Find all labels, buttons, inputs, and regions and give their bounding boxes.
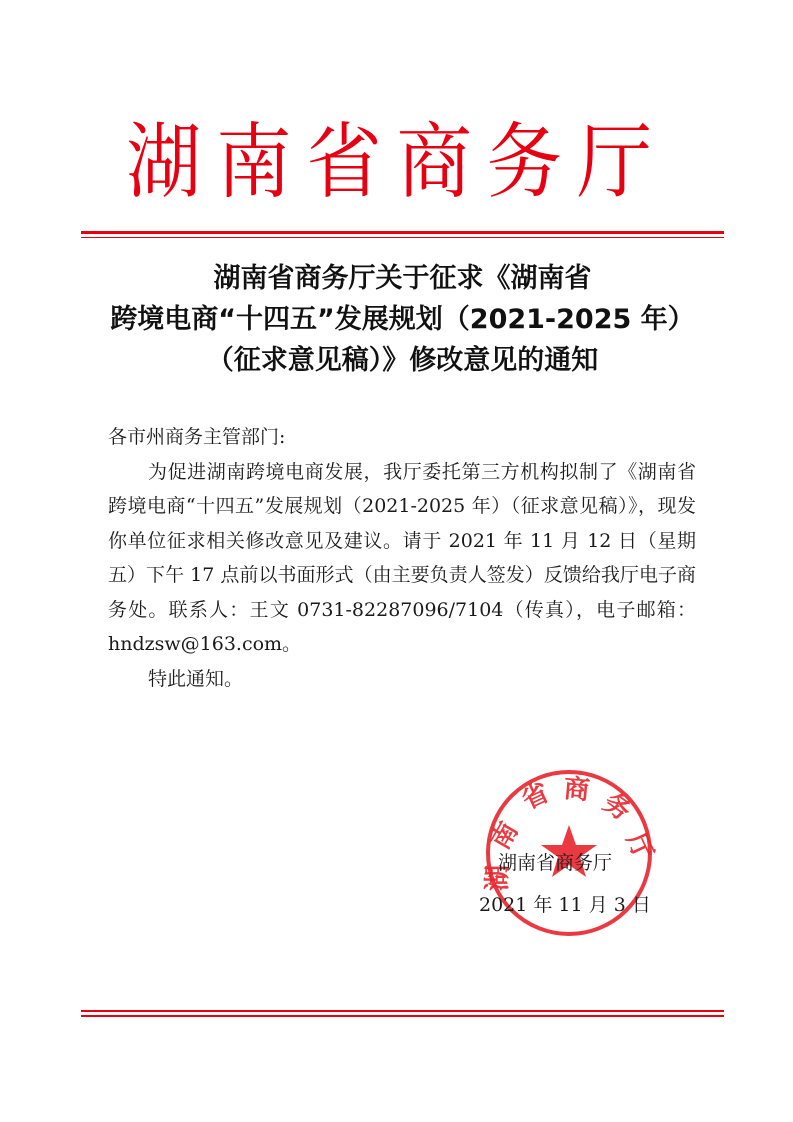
document-title (81, 258, 724, 381)
salutation: 各市州商务主管部门: (108, 426, 286, 448)
footer-rule-1 (81, 1010, 724, 1012)
header-rule-thick (81, 231, 724, 234)
agency-masthead: 湖南省商务厅 (126, 115, 667, 210)
svg-text:务: 务 (597, 787, 636, 828)
document-body (108, 420, 696, 696)
header-rule-thin (81, 237, 724, 238)
svg-text:湖: 湖 (483, 864, 513, 892)
svg-text:厅: 厅 (620, 828, 659, 865)
closing-line: 特此通知。 (148, 667, 244, 690)
title-line-2: 跨境电商“十四五”发展规划（2021-2025 年） (110, 304, 695, 335)
svg-text:商: 商 (562, 773, 591, 807)
title-line-3: （征求意见稿）》修改意见的通知 (206, 345, 599, 376)
svg-text:省: 省 (517, 777, 554, 816)
footer-rule-2 (81, 1015, 724, 1017)
signature-organization: 湖南省商务厅 (498, 852, 613, 874)
main-paragraph: 为促进湖南跨境电商发展，我厅委托第三方机构拟制了《湖南省跨境电商“十四五”发展规划（2021-2025 年）（征求意见稿）》，现发你单位征求相关修改意见及建议。请于 2021 年 11 月 12 日（星期五）下午 17 点前以书面形式（由主要负责人签发）反馈给我厅电子商务处。联系人：王文 0731-82287096/7104（传真），电子邮箱：hndzsw@163.com。 (108, 460, 696, 655)
signature-date: 2021 年 11 月 3 日 (479, 894, 651, 916)
svg-text:南: 南 (485, 817, 525, 855)
title-line-1: 湖南省商务厅关于征求《湖南省 (213, 263, 592, 294)
